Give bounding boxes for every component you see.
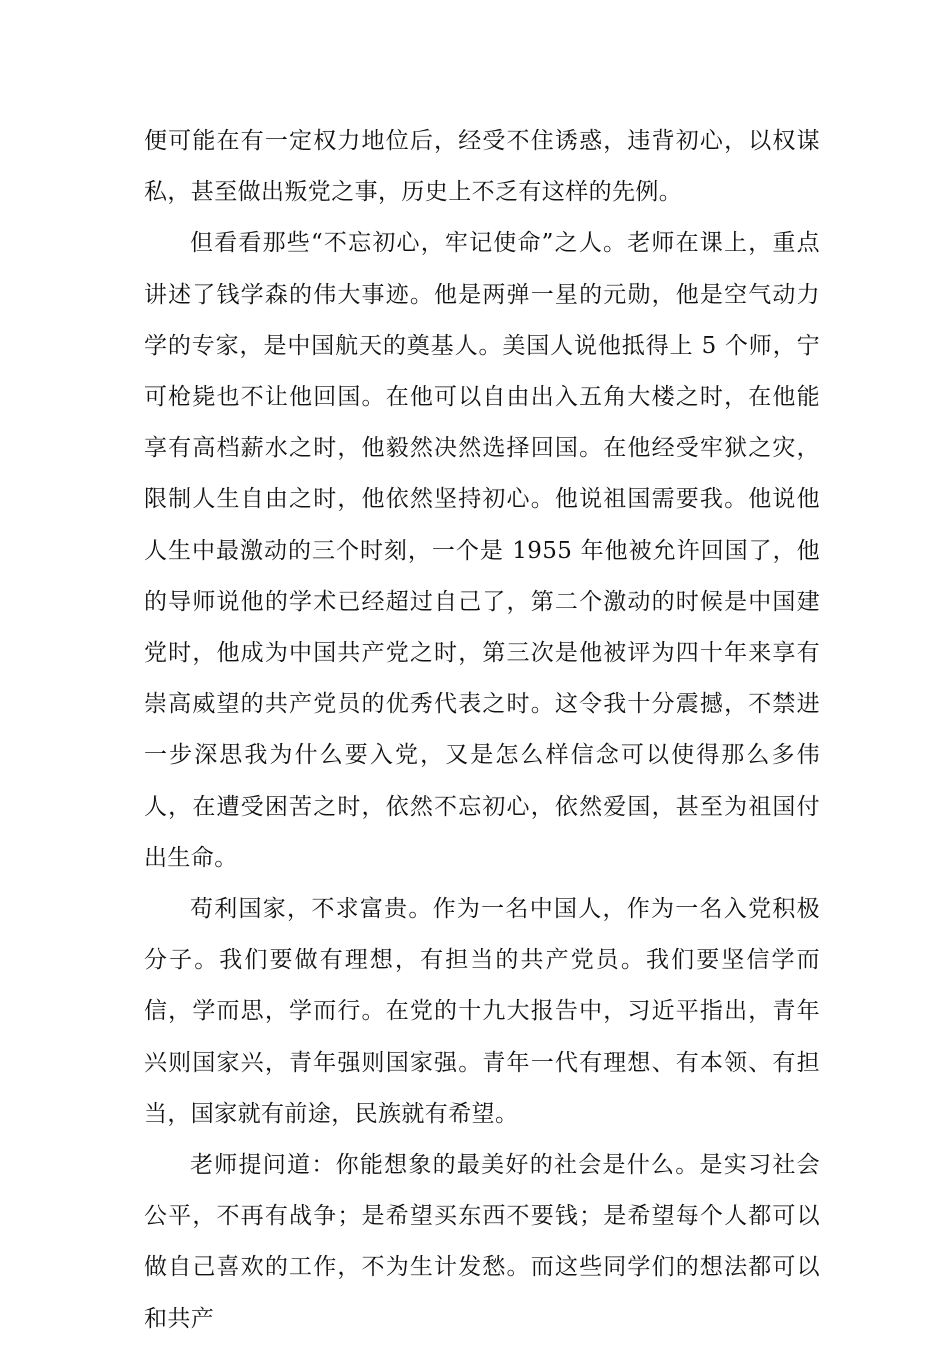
document-body — [144, 116, 820, 1345]
paragraph-teacher-question: 老师提问道：你能想象的最美好的社会是什么。是实习社会公平，不再有战争；是希望买东西不要钱；是希望每个人都可以做自己喜欢的工作，不为生计发愁。而这些同学们的想法都可以和共产 — [144, 1152, 820, 1332]
paragraph-youth: 苟利国家，不求富贵。作为一名中国人，作为一名入党积极分子。我们要做有理想，有担当的共产党员。我们要坚信学而信，学而思，学而行。在党的十九大报告中，习近平指出，青年兴则国家兴，青年强则国家强。青年一代有理想、有本领、有担当，国家就有前途，民族就有希望。 — [144, 896, 820, 1127]
paragraph-qian-xuesen: 但看看那些“不忘初心，牢记使命”之人。老师在课上，重点讲述了钱学森的伟大事迹。他是两弹一星的元勋，他是空气动力学的专家，是中国航天的奠基人。美国人说他抵得上 5 个师，宁可枪毙也不让他回国。在他可以自由出入五角大楼之时，在他能享有高档薪水之时，他毅然决然选择回国。在他经受牢狱之灾，限制人生自由之时，他依然坚持初心。他说祖国需要我。他说他人生中最激动的三个时刻，一个是 1955 年他被允许回国了，他的导师说他的学术已经超过自己了，第二个激动的时候是中国建党时，他成为中国共产党之时，第三次是他被评为四十年来享有崇高威望的共产党员的优秀代表之时。这令我十分震撼，不禁进一步深思我为什么要入党，又是怎么样信念可以使得那么多伟人，在遭受困苦之时，依然不忘初心，依然爱国，甚至为祖国付出生命。 — [144, 230, 820, 871]
paragraph-continuation: 便可能在有一定权力地位后，经受不住诱惑，违背初心，以权谋私，甚至做出叛党之事，历史上不乏有这样的先例。 — [144, 128, 820, 206]
